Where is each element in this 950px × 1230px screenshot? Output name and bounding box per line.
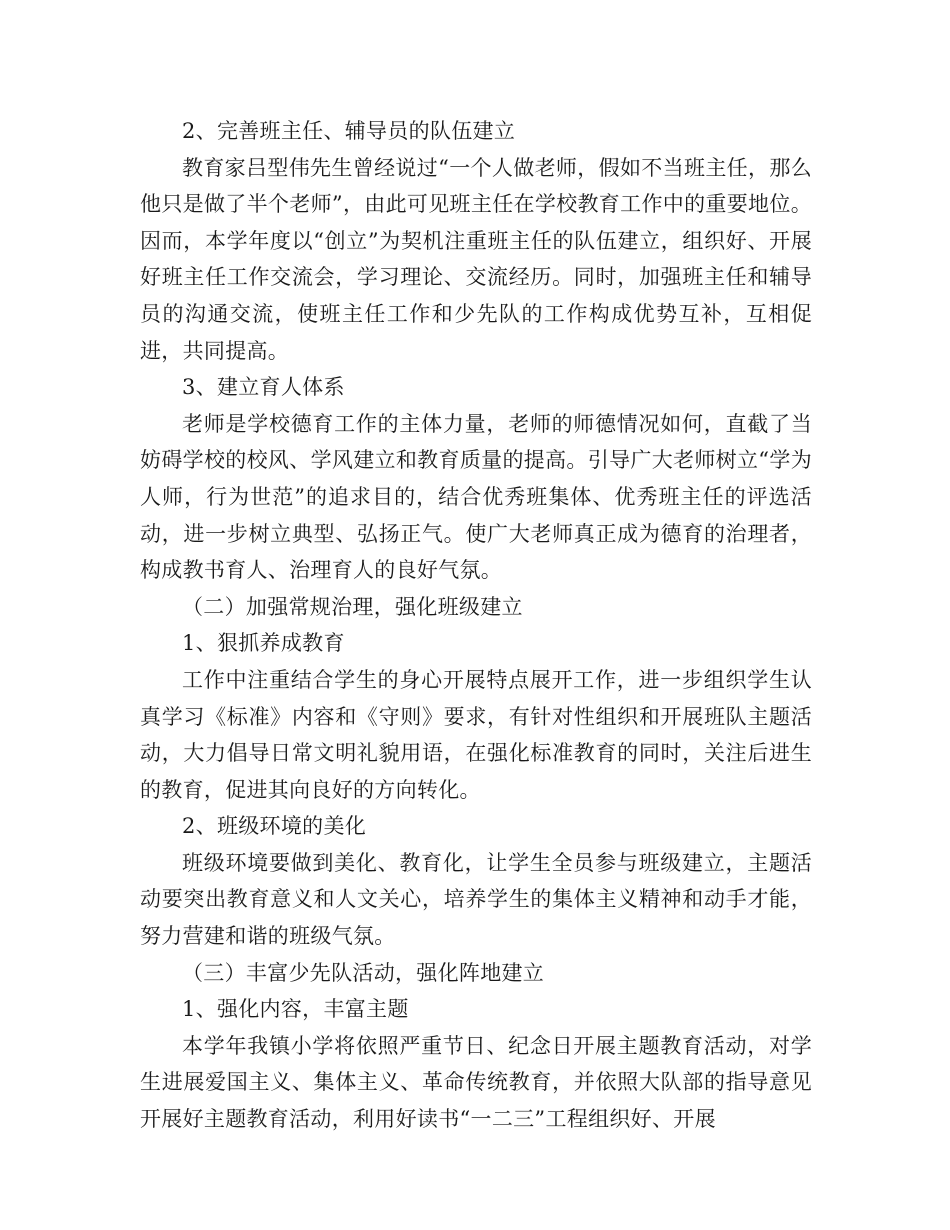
body-paragraph: 老师是学校德育工作的主体力量，老师的师德情况如何，直截了当妨碍学校的校风、学风建立和教育质量的提高。引导广大老师树立“学为人师，行为世范”的追求目的，结合优秀班集体、优秀班主任的评选活动，进一步树立典型、弘扬正气。使广大老师真正成为德育的治理者，构成教书育人、治理育人的良好气氛。 [140, 411, 812, 583]
section-heading: （二）加强常规治理，强化班级建立 [182, 594, 523, 619]
subsection-heading: 2、班级环境的美化 [182, 814, 367, 839]
body-paragraph: 工作中注重结合学生的身心开展特点展开工作，进一步组织学生认真学习《标准》内容和《守则》要求，有针对性组织和开展班队主题活动，大力倡导日常文明礼貌用语，在强化标准教育的同时，关注后进生的教育，促进其向良好的方向转化。 [140, 667, 812, 802]
body-paragraph: 班级环境要做到美化、教育化，让学生全员参与班级建立，主题活动要突出教育意义和人文关心，培养学生的集体主义精神和动手才能，努力营建和谐的班级气氛。 [140, 850, 812, 949]
section-heading: （三）丰富少先队活动，强化阵地建立 [182, 960, 545, 985]
subsection-heading: 2、完善班主任、辅导员的队伍建立 [182, 119, 516, 143]
document-body [140, 113, 812, 1138]
subsection-heading: 3、建立育人体系 [182, 375, 345, 400]
body-paragraph: 教育家吕型伟先生曾经说过“一个人做老师，假如不当班主任，那么他只是做了半个老师”，由此可见班主任在学校教育工作中的重要地位。因而，本学年度以“创立”为契机注重班主任的队伍建立，组织好、开展好班主任工作交流会，学习理论、交流经历。同时，加强班主任和辅导员的沟通交流，使班主任工作和少先队的工作构成优势互补，互相促进，共同提高。 [140, 155, 812, 363]
body-paragraph: 本学年我镇小学将依照严重节日、纪念日开展主题教育活动，对学生进展爱国主义、集体主义、革命传统教育，并依照大队部的指导意见开展好主题教育活动，利用好读书“一二三”工程组织好、开展 [140, 1033, 812, 1132]
subsection-heading: 1、强化内容，丰富主题 [182, 997, 409, 1022]
subsection-heading: 1、狠抓养成教育 [182, 631, 345, 656]
